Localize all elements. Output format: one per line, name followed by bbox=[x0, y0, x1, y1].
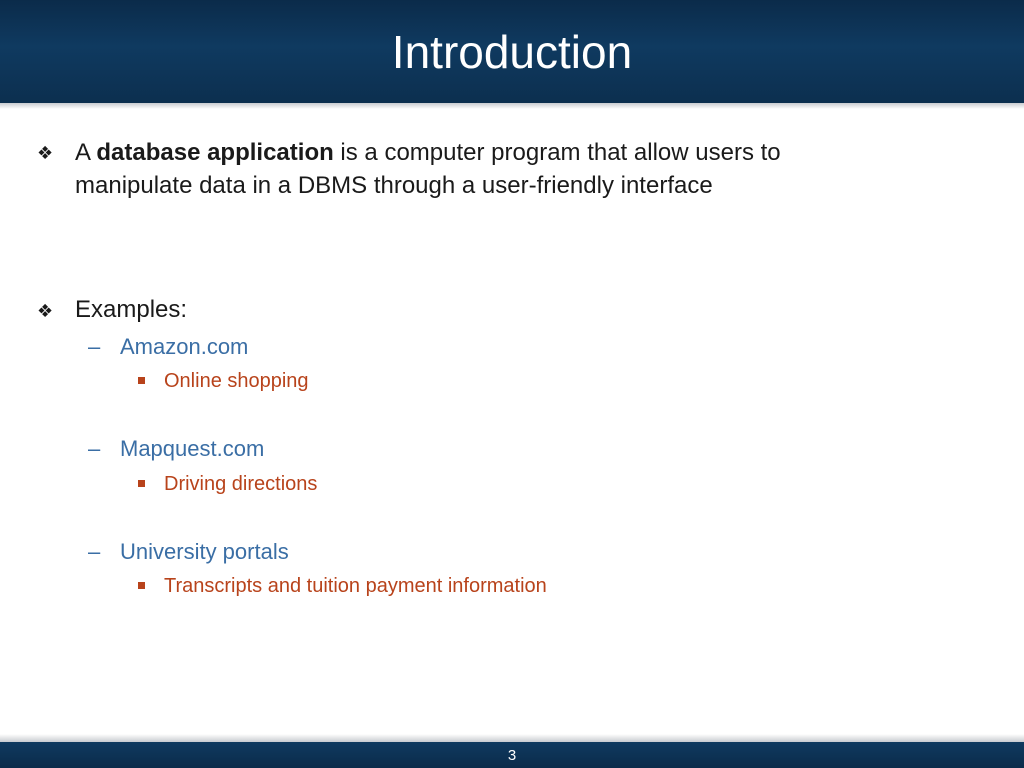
bullet-database-application bbox=[75, 136, 781, 169]
example-detail: Transcripts and tuition payment information bbox=[164, 575, 547, 597]
dash-icon: – bbox=[88, 539, 101, 564]
square-bullet-icon bbox=[138, 377, 145, 384]
bullet-line-2: manipulate data in a DBMS through a user-friendly interface bbox=[75, 172, 713, 199]
example-name: Mapquest.com bbox=[120, 436, 265, 461]
bullet-examples: Examples: bbox=[75, 296, 188, 323]
bullet-prefix: A bbox=[75, 139, 97, 166]
dash-icon: – bbox=[88, 436, 101, 461]
diamond-bullet-icon: ❖ bbox=[37, 301, 54, 321]
bold-term: database application bbox=[96, 139, 334, 166]
example-detail: Driving directions bbox=[164, 473, 318, 495]
example-name: Amazon.com bbox=[120, 334, 249, 359]
diamond-bullet-icon: ❖ bbox=[37, 143, 54, 163]
dash-icon: – bbox=[88, 334, 101, 359]
page-number: 3 bbox=[507, 747, 517, 764]
slide-title: Introduction bbox=[391, 26, 633, 78]
example-detail: Online shopping bbox=[164, 370, 309, 392]
example-name: University portals bbox=[120, 539, 289, 564]
square-bullet-icon bbox=[138, 480, 145, 487]
footer-shadow bbox=[0, 734, 1024, 742]
square-bullet-icon bbox=[138, 582, 145, 589]
bullet-rest: is a computer program that allow users to bbox=[333, 139, 781, 166]
